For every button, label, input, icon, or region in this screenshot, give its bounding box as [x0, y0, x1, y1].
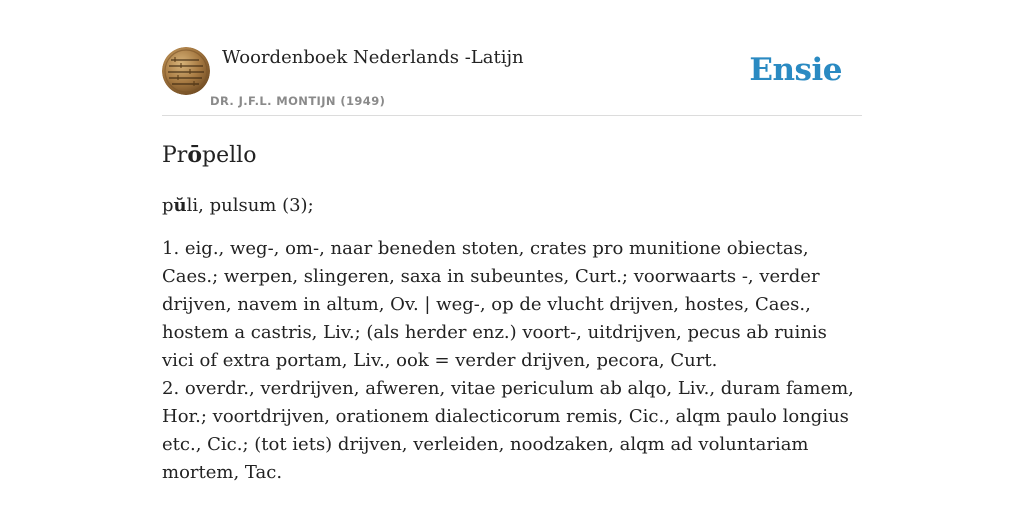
- dictionary-title[interactable]: Woordenboek Nederlands -Latijn: [222, 47, 524, 68]
- dictionary-author: DR. J.F.L. MONTIJN (1949): [210, 94, 386, 108]
- grammar-part: p: [162, 195, 174, 216]
- meaning-literal: 1. eig., weg-, om-, naar beneden stoten, crates pro munitione obiectas, Caes.; werpen, slingeren, saxa in subeuntes, Curt.; voorwaarts -, verder drijven, navem in altum, Ov. | weg-, op de vlucht drijven, hostes, Caes., hostem a castris, Liv.; (als herder enz.) voort-, uitdrijven, pecus ab ruinis vici of extra portam, Liv., ook = verder drijven, pecora, Curt.: [162, 238, 827, 371]
- ensie-logo-link[interactable]: Ensie: [749, 52, 842, 88]
- card-header: [162, 44, 862, 116]
- entry-grammar: [162, 193, 862, 219]
- entry-definition: [162, 235, 862, 487]
- headword-long-vowel: ō: [187, 142, 203, 168]
- dictionary-card: [162, 44, 862, 487]
- headword-part: pello: [202, 143, 257, 168]
- meaning-figurative: 2. overdr., verdrijven, afweren, vitae periculum ab alqo, Liv., duram famem, Hor.; voortdrijven, orationem dialecticorum remis, Cic., alqm paulo longius etc., Cic.; (tot iets) drijven, verleiden, noodzaken, alqm ad voluntariam mortem, Tac.: [162, 378, 854, 483]
- grammar-part: li, pulsum (3);: [186, 195, 314, 216]
- latin-inscription-coin-icon: [162, 47, 210, 95]
- entry-headword: [162, 140, 862, 171]
- grammar-short-vowel: ŭ: [173, 195, 187, 216]
- headword-part: Pr: [162, 143, 188, 168]
